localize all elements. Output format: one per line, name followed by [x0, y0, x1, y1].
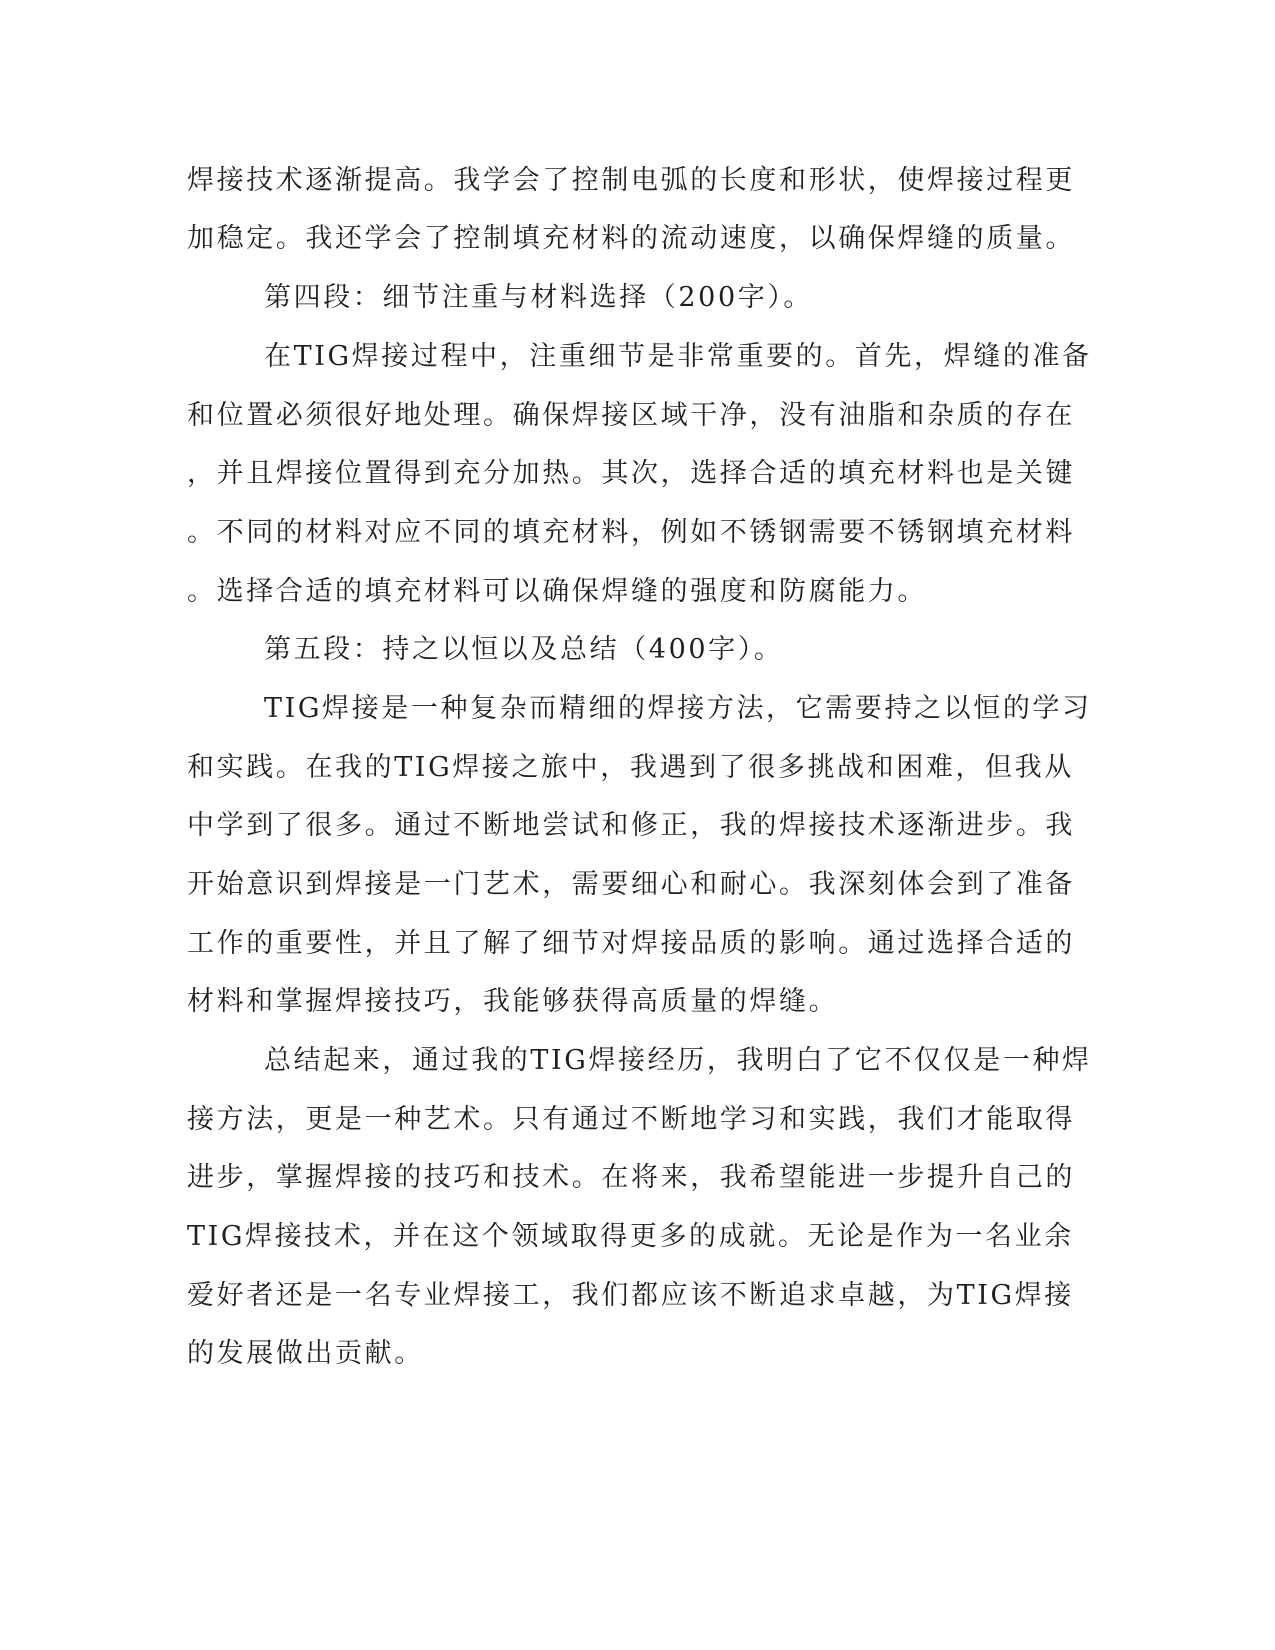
text-line: 进步，掌握焊接的技巧和技术。在将来，我希望能进一步提升自己的	[187, 1162, 1075, 1193]
text-line: 加稳定。我还学会了控制填充材料的流动速度，以确保焊缝的质量。	[187, 223, 1075, 254]
text-line: 。选择合适的填充材料可以确保焊缝的强度和防腐能力。	[187, 576, 927, 607]
section-heading: 第四段：细节注重与材料选择（200字）。	[264, 282, 814, 313]
section-heading: 第五段：持之以恒以及总结（400字）。	[264, 634, 784, 665]
text-line: 和实践。在我的TIG焊接之旅中，我遇到了很多挑战和困难，但我从	[187, 752, 1074, 783]
text-line: TIG焊接技术，并在这个领域取得更多的成就。无论是作为一名业余	[187, 1221, 1074, 1252]
text-line: 材料和掌握焊接技巧，我能够获得高质量的焊缝。	[187, 986, 839, 1017]
text-line: 总结起来，通过我的TIG焊接经历，我明白了它不仅仅是一种焊	[264, 1045, 1092, 1076]
text-line: 。不同的材料对应不同的填充材料，例如不锈钢需要不锈钢填充材料	[187, 517, 1075, 548]
text-line: 开始意识到焊接是一门艺术，需要细心和耐心。我深刻体会到了准备	[187, 869, 1075, 900]
text-line: 的发展做出贡献。	[187, 1338, 424, 1369]
text-line: ，并且焊接位置得到充分加热。其次，选择合适的填充材料也是关键	[187, 458, 1075, 489]
text-line: 工作的重要性，并且了解了细节对焊接品质的影响。通过选择合适的	[187, 928, 1075, 959]
text-line: 中学到了很多。通过不断地尝试和修正，我的焊接技术逐渐进步。我	[187, 810, 1075, 841]
text-line: 接方法，更是一种艺术。只有通过不断地学习和实践，我们才能取得	[187, 1104, 1075, 1135]
text-line: 爱好者还是一名专业焊接工，我们都应该不断追求卓越，为TIG焊接	[187, 1280, 1074, 1311]
text-line: 和位置必须很好地处理。确保焊接区域干净，没有油脂和杂质的存在	[187, 400, 1075, 431]
text-line: 在TIG焊接过程中，注重细节是非常重要的。首先，焊缝的准备	[264, 341, 1092, 372]
text-line: TIG焊接是一种复杂而精细的焊接方法，它需要持之以恒的学习	[264, 693, 1092, 724]
text-line: 焊接技术逐渐提高。我学会了控制电弧的长度和形状，使焊接过程更	[187, 165, 1075, 196]
